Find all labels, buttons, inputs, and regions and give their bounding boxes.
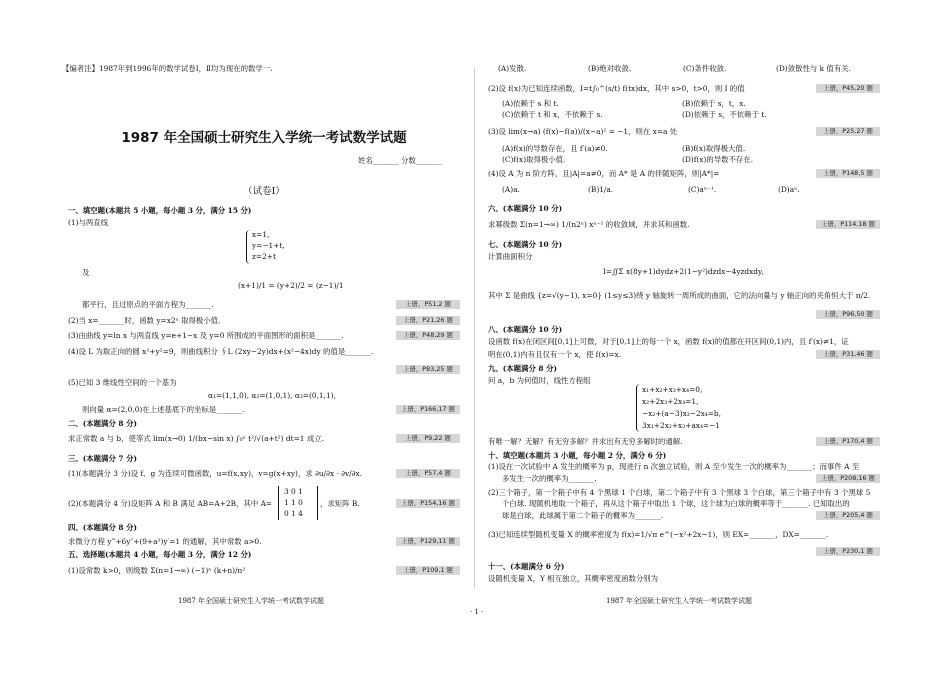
and-text: 及: [82, 268, 90, 277]
reference-tag: 上册，P166,17 题: [396, 405, 460, 414]
matrix-row: 3 0 1: [284, 487, 303, 496]
section-2-heading: 二、(本题满分 8 分): [68, 419, 138, 428]
reference-tag: 上册，P205,4 题: [816, 511, 880, 520]
section-10-question-1b: 多发生一次的概率为_______.: [502, 474, 597, 483]
line-equation-2: y=−1+t,: [252, 241, 285, 250]
basis-vectors: α₁=(1,1,0), α₂=(1,0,1), α₃=(0,1,1),: [208, 391, 336, 400]
section-9-question: 问 a，b 为何值时，线性方程组: [488, 376, 591, 385]
reference-tag: 上册，P31,46 题: [816, 350, 880, 359]
option: (A)发散.: [498, 64, 527, 73]
section-3-question-2: (2)(本题满分 4 分)设矩阵 A 和 B 满足 AB=A+2B，其中 A=: [68, 499, 273, 508]
line-equation-1: x=1,: [252, 230, 270, 239]
system-brace: [636, 384, 641, 432]
equation-row: x₂+2x₃+2x₄=1,: [642, 397, 699, 406]
reference-tag: 上册，P129,11 题: [396, 537, 460, 546]
option: (A)a.: [502, 185, 520, 194]
reference-tag: 上册，P51,2 题: [396, 300, 460, 309]
reference-tag: 上册，P83,25 题: [396, 365, 460, 374]
section-9-end: 有唯一解？无解？有无穷多解？并求出有无穷多解时的通解.: [488, 437, 683, 446]
reference-tag: 上册，P230,1 题: [816, 547, 880, 556]
section-10-heading: 十、填空题(本题共 3 小题，每小题 2 分，满分 6 分): [488, 451, 667, 460]
question-1-end: 都平行，且过原点的平面方程为_______.: [82, 300, 214, 309]
footer-right: 1987 年全国硕士研究生入学统一考试数学试题: [606, 597, 753, 605]
section-2-question: 求正常数 a 与 b，使等式 lim(x→0) 1/(bx−sin x) ∫₀ˣ t²/√(a+t²) dt=1 成立.: [68, 434, 324, 443]
editor-note: 【编者注】1987年到1996年的数学试卷Ⅰ，Ⅱ均为现在的数学一.: [62, 64, 273, 73]
section-5-question-1: (1)设常数 k>0，则级数 Σ(n=1→∞) (−1)ⁿ (k+n)/n²: [68, 566, 246, 575]
choice-question-2: (2)设 f(x)为已知连续函数，I=t∫₀^(s/t) f(tx)dx，其中 s>0，t>0，则 I 的值: [488, 84, 745, 93]
option: (D)依赖于 s，不依赖于 t.: [682, 110, 767, 119]
question-4: (4)设 L 为取正向的圆 x²+y²=9，则曲线积分 ∮L (2xy−2y)dx+(x²−4x)dy 的值是_______.: [68, 347, 374, 356]
right-column: [488, 0, 880, 673]
reference-tag: 上册，P45,20 题: [816, 84, 880, 93]
section-8-question-line-2: 明在(0,1)内有且仅有一个 x，使 f(x)=x.: [488, 350, 622, 359]
equation-row: −x₂+(a−3)x₃−2x₄=b,: [642, 409, 722, 418]
option: (D)aⁿ.: [778, 185, 800, 194]
option: (B)依赖于 s，t，x.: [682, 99, 746, 108]
reference-tag: 上册，P170,4 题: [816, 437, 880, 446]
option: (C)f(x)取得极小值.: [502, 155, 566, 164]
footer-left: 1987 年全国硕士研究生入学统一考试数学试题: [178, 597, 325, 605]
choice-question-3: (3)设 lim(x→a) (f(x)−f(a))/(x−a)² = −1，则在 x=a 处: [488, 127, 678, 136]
section-8-heading: 八、(本题满分 10 分): [488, 325, 563, 334]
reference-tag: 上册，P154,16 题: [396, 499, 460, 508]
reference-tag: 上册，P57,4 题: [396, 469, 460, 478]
question-5-intro: (5)已知 3 维线性空间的一个基为: [68, 378, 177, 387]
matrix-a: [278, 486, 318, 520]
symmetric-line-equation: (x+1)/1 = (y+2)/2 = (z−1)/1: [238, 281, 344, 290]
reference-tag: 上册，P114,18 题: [816, 220, 880, 229]
section-3-question-2-end: ，求矩阵 B.: [320, 499, 360, 508]
name-score-field: 姓名_______ 分数_______: [358, 156, 442, 165]
section-9-heading: 九、(本题满分 8 分): [488, 364, 558, 373]
section-7-question: 计算曲面积分: [488, 252, 533, 261]
section-7-heading: 七、(本题满分 10 分): [488, 240, 563, 249]
matrix-row: 0 1 4: [284, 509, 303, 518]
option: (C)条件收敛.: [683, 64, 727, 73]
section-6-heading: 六、(本题满分 10 分): [488, 204, 563, 213]
section-10-question-3: (3)已知连续型随机变量 X 的概率密度为 f(x)=1/√π e^(−x²+2x−1)，则 EX=_______，DX=_______.: [488, 530, 829, 539]
question-3: (3)由曲线 y=ln x 与两直线 y=e+1−x 及 y=0 所围成的平面图形的面积是_______.: [68, 331, 344, 340]
option: (D)敛散性与 k 值有关.: [776, 64, 851, 73]
section-8-question-line-1: 设函数 f(x)在闭区间[0,1]上可微，对于[0,1]上的每一个 x，函数 f(x)的值都在开区间(0,1)内，且 f′(x)≠1，证: [488, 337, 849, 346]
question-1-intro: (1)与两直线: [68, 218, 109, 227]
section-10-question-2b: 个白球. 现随机地取一个箱子，再从这个箱子中取出 1 个球，这个球为白球的概率等于_______. 已知取出的: [502, 499, 850, 508]
reference-tag: 上册，P96,50 题: [816, 310, 880, 319]
section-1-heading: 一、填空题(本题共 5 小题，每小题 3 分，满分 15 分): [68, 206, 252, 215]
reference-tag: 上册，P21,26 题: [396, 316, 460, 325]
column-divider: [474, 68, 475, 588]
reference-tag: 上册，P208,16 题: [816, 474, 880, 483]
section-10-question-2c: 球是白球，此球属于第二个箱子的概率为_______.: [502, 511, 664, 520]
system-brace: [246, 230, 251, 264]
equation-row: x₁+x₂+x₃+x₄=0,: [642, 385, 703, 394]
option: (B)1/a.: [588, 185, 614, 194]
page-number: · 1 ·: [470, 608, 484, 616]
section-4-heading: 四、(本题满分 8 分): [68, 523, 138, 532]
choice-question-4: (4)设 A 为 n 阶方阵，且|A|=a≠0，而 A* 是 A 的伴随矩阵，则|A*|=: [488, 169, 720, 178]
section-10-question-2a: (2)三个箱子，第一个箱子中有 4 个黑球 1 个白球，第二个箱子中有 3 个黑球 3 个白球，第三个箱子中有 3 个黑球 5: [488, 488, 871, 497]
line-equation-3: z=2+t: [252, 252, 276, 261]
reference-tag: 上册，P25,27 题: [816, 127, 880, 136]
reference-tag: 上册，P148,5 题: [816, 169, 880, 178]
question-2: (2)当 x=_______时，函数 y=x2ˣ 取得极小值.: [68, 316, 221, 325]
matrix-row: 1 1 0: [284, 498, 303, 507]
section-3-question-1: (1)(本题满分 3 分)设 f、g 为连续可微函数，u=f(x,xy)，v=g(x+xy)，求 ∂u/∂x · ∂v/∂x.: [68, 469, 363, 478]
option: (B)f(x)取得极大值.: [682, 144, 746, 153]
section-5-heading: 五、选择题(本题共 4 小题，每小题 3 分，满分 12 分): [68, 550, 252, 559]
surface-integral: I=∬Σ x(8y+1)dydz+2(1−y²)dzdx−4yzdxdy,: [603, 267, 764, 276]
section-6-question: 求幂级数 Σ(n=1→∞) 1/(n2ⁿ) xⁿ⁻¹ 的收敛域，并求其和函数.: [488, 220, 690, 229]
reference-tag: 上册，P109,1 题: [396, 566, 460, 575]
exam-title: 1987 年全国硕士研究生入学统一考试数学试题: [121, 130, 407, 146]
reference-tag: 上册，P48,29 题: [396, 331, 460, 340]
left-column: [62, 0, 460, 673]
reference-tag: 上册，P9,22 题: [396, 434, 460, 443]
option: (D)f(x)的导数不存在.: [682, 155, 754, 164]
section-7-end: 其中 Σ 是曲线 {z=√(y−1), x=0} (1≤y≤3)绕 y 轴旋转一周所成的曲面，它的法向量与 y 轴正向的夹角恒大于 π/2.: [488, 291, 871, 300]
section-3-heading: 三、(本题满分 7 分): [68, 454, 138, 463]
paper-label: （试卷Ⅰ）: [243, 186, 285, 197]
question-5-end: 则向量 α=(2,0,0)在上述基底下的坐标是_______.: [82, 405, 245, 414]
section-4-question: 求微分方程 y‴+6y″+(9+a²)y′=1 的通解，其中常数 a>0.: [68, 537, 262, 546]
option: (A)f(x)的导数存在，且 f′(a)≠0.: [502, 144, 608, 153]
section-10-question-1a: (1)设在一次试验中 A 发生的概率为 p，现进行 n 次独立试验，则 A 至少发生一次的概率为_______；而事件 A 至: [488, 462, 860, 471]
option: (C)aⁿ⁻¹.: [688, 185, 717, 194]
section-11-heading: 十一、(本题满分 6 分): [488, 562, 565, 571]
option: (A)依赖于 s 和 t.: [502, 99, 559, 108]
equation-row: 3x₁+2x₂+x₃+ax₄=−1: [642, 421, 720, 430]
option: (B)绝对收敛.: [588, 64, 632, 73]
option: (C)依赖于 t 和 x，不依赖于 s.: [502, 110, 603, 119]
section-11-question: 设随机变量 X，Y 相互独立，其概率密度函数分别为: [488, 574, 659, 583]
